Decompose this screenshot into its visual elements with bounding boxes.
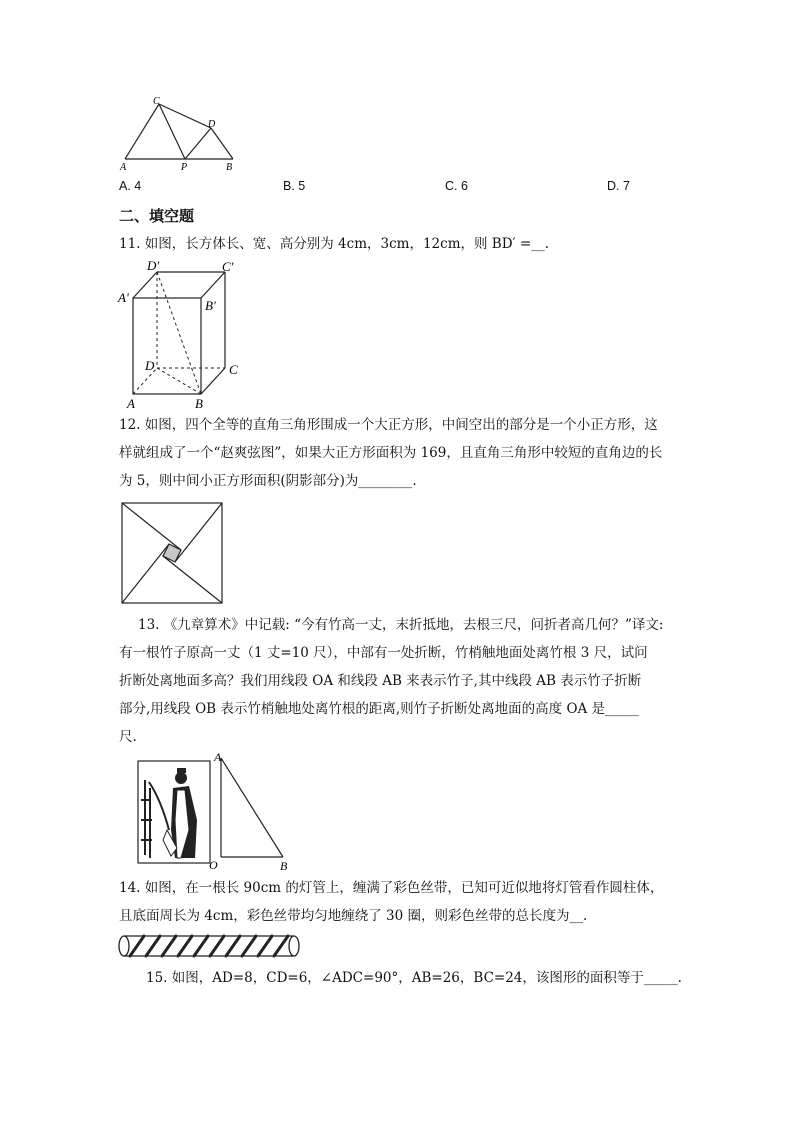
q13-line1: 13. 《九章算术》中记载: “今有竹高一丈，末折抵地，去根三尺，问折者高几何？”译文: [138,617,664,633]
label-C: C [153,96,160,107]
label-A: A [120,162,127,173]
label-B1: B′ [205,298,216,313]
label-B: B [195,396,203,411]
label-C1: C′ [222,259,234,274]
q13-line2: 有一根竹子原高一丈（1 丈=10 尺），中部有一处折断，竹梢触地面处离竹根 3 尺，试问 [119,645,648,661]
q12-zhaoshuang-figure [120,502,226,606]
q14-tube-figure [116,932,302,962]
option-b[interactable]: B. 5 [283,179,306,193]
q11-cuboid-figure [115,258,245,413]
q12-line3: 为 5，则中间小正方形面积(阴影部分)为________. [119,473,417,489]
label-A: A [127,396,135,411]
label-A1: A′ [118,290,129,305]
q11-text: 11. 如图，长方体长、宽、高分别为 4cm，3cm，12cm，则 BD′ =__. [119,236,549,252]
label-D: D [208,119,216,130]
q13-scholar-illustration [137,760,211,864]
option-d[interactable]: D. 7 [607,179,630,193]
q14-line1: 14. 如图，在一根长 90cm 的灯管上，缠满了彩色丝带，已知可近似地将灯管看作圆柱体， [119,880,664,896]
q13-line5: 尺. [119,729,137,745]
label-O: O [209,858,218,872]
section-title: 二、填空题 [119,207,195,225]
prev-triangle-figure [115,92,245,174]
q14-line2: 且底面周长为 4cm，彩色丝带均匀地缠绕了 30 圈，则彩色丝带的总长度为__. [119,908,588,924]
label-A: A [214,750,222,764]
option-c[interactable]: C. 6 [445,179,468,193]
label-D1: D′ [147,258,160,273]
q13-line4: 部分,用线段 OB 表示竹梢触地处离竹根的距离,则竹子折断处离地面的高度 OA 是_____ [119,701,639,717]
q12-line1: 12. 如图，四个全等的直角三角形围成一个大正方形，中间空出的部分是一个小正方形，这 [119,417,658,433]
q12-line2: 样就组成了一个“赵爽弦图”，如果大正方形面积为 169，且直角三角形中较短的直角边的长 [119,445,663,461]
label-B: B [226,162,233,173]
q13-triangle-figure [205,750,295,872]
label-C: C [229,362,238,377]
label-D: D [145,358,155,373]
option-a[interactable]: A. 4 [119,179,142,193]
q13-line3: 折断处离地面多高？我们用线段 OA 和线段 AB 来表示竹子,其中线段 AB 表示竹子折断 [119,673,642,689]
q15-text: 15. 如图，AD=8，CD=6，∠ADC=90°，AB=26，BC=24，该图形的面积等于_____. [146,970,682,986]
label-P: P [181,162,188,173]
shaded-square [163,544,181,562]
label-B: B [280,859,288,872]
